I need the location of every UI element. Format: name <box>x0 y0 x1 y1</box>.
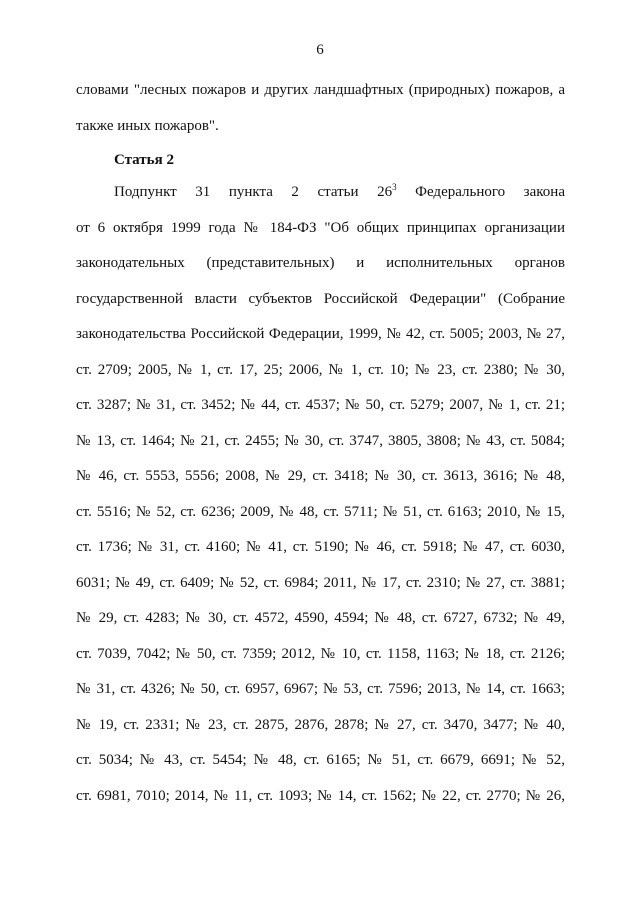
article-line: государственной власти субъектов Российской Федерации" (Собрание <box>76 290 565 307</box>
article-heading: Статья 2 <box>114 152 174 168</box>
page-number: 6 <box>316 42 324 58</box>
intro-paragraph <box>76 80 565 151</box>
article-line: № 31, ст. 4326; № 50, ст. 6957, 6967; № 53, ст. 7596; 2013, № 14, ст. 1663; <box>76 681 565 697</box>
article-line: ст. 5034; № 43, ст. 5454; № 48, ст. 6165; № 51, ст. 6679, 6691; № 52, <box>76 752 565 768</box>
article-line: ст. 2709; 2005, № 1, ст. 17, 25; 2006, № 1, ст. 10; № 23, ст. 2380; № 30, <box>76 361 565 378</box>
article-line: законодательства Российской Федерации, 1999, № 42, ст. 5005; 2003, № 27, <box>76 326 565 342</box>
article-line: № 46, ст. 5553, 5556; 2008, № 29, ст. 3418; № 30, ст. 3613, 3616; № 48, <box>76 468 565 484</box>
article-line-1-text: Подпункт 31 пункта 2 статьи 26 <box>114 184 393 200</box>
intro-line-1: словами "лесных пожаров и других ландшафтных (природных) пожаров, а <box>76 82 565 98</box>
article-line: законодательных (представительных) и исполнительных органов <box>76 255 565 271</box>
article-line: ст. 7039, 7042; № 50, ст. 7359; 2012, № 10, ст. 1158, 1163; № 18, ст. 2126; <box>76 645 565 662</box>
article-line: ст. 5516; № 52, ст. 6236; 2009, № 48, ст. 5711; № 51, ст. 6163; 2010, № 15, <box>76 503 565 520</box>
article-line-1-rest: Федерального закона <box>396 184 565 200</box>
article-superscript: 3 <box>392 182 397 192</box>
article-heading-block <box>76 150 565 186</box>
article-paragraph <box>76 182 565 821</box>
article-line: ст. 1736; № 31, ст. 4160; № 41, ст. 5190; № 46, ст. 5918; № 47, ст. 6030, <box>76 539 565 555</box>
article-line: № 29, ст. 4283; № 30, ст. 4572, 4590, 4594; № 48, ст. 6727, 6732; № 49, <box>76 610 565 626</box>
article-line: 6031; № 49, ст. 6409; № 52, ст. 6984; 2011, № 17, ст. 2310; № 27, ст. 3881; <box>76 574 565 591</box>
article-line: от 6 октября 1999 года № 184-ФЗ "Об общих принципах организации <box>76 219 565 236</box>
article-line: № 13, ст. 1464; № 21, ст. 2455; № 30, ст. 3747, 3805, 3808; № 43, ст. 5084; <box>76 432 565 449</box>
article-line: ст. 6981, 7010; 2014, № 11, ст. 1093; № 14, ст. 1562; № 22, ст. 2770; № 26, <box>76 787 565 804</box>
intro-line-2: также иных пожаров". <box>76 117 219 134</box>
article-line: № 19, ст. 2331; № 23, ст. 2875, 2876, 2878; № 27, ст. 3470, 3477; № 40, <box>76 716 565 733</box>
article-line: ст. 3287; № 31, ст. 3452; № 44, ст. 4537; № 50, ст. 5279; 2007, № 1, ст. 21; <box>76 397 565 413</box>
article-line-1 <box>76 182 565 218</box>
